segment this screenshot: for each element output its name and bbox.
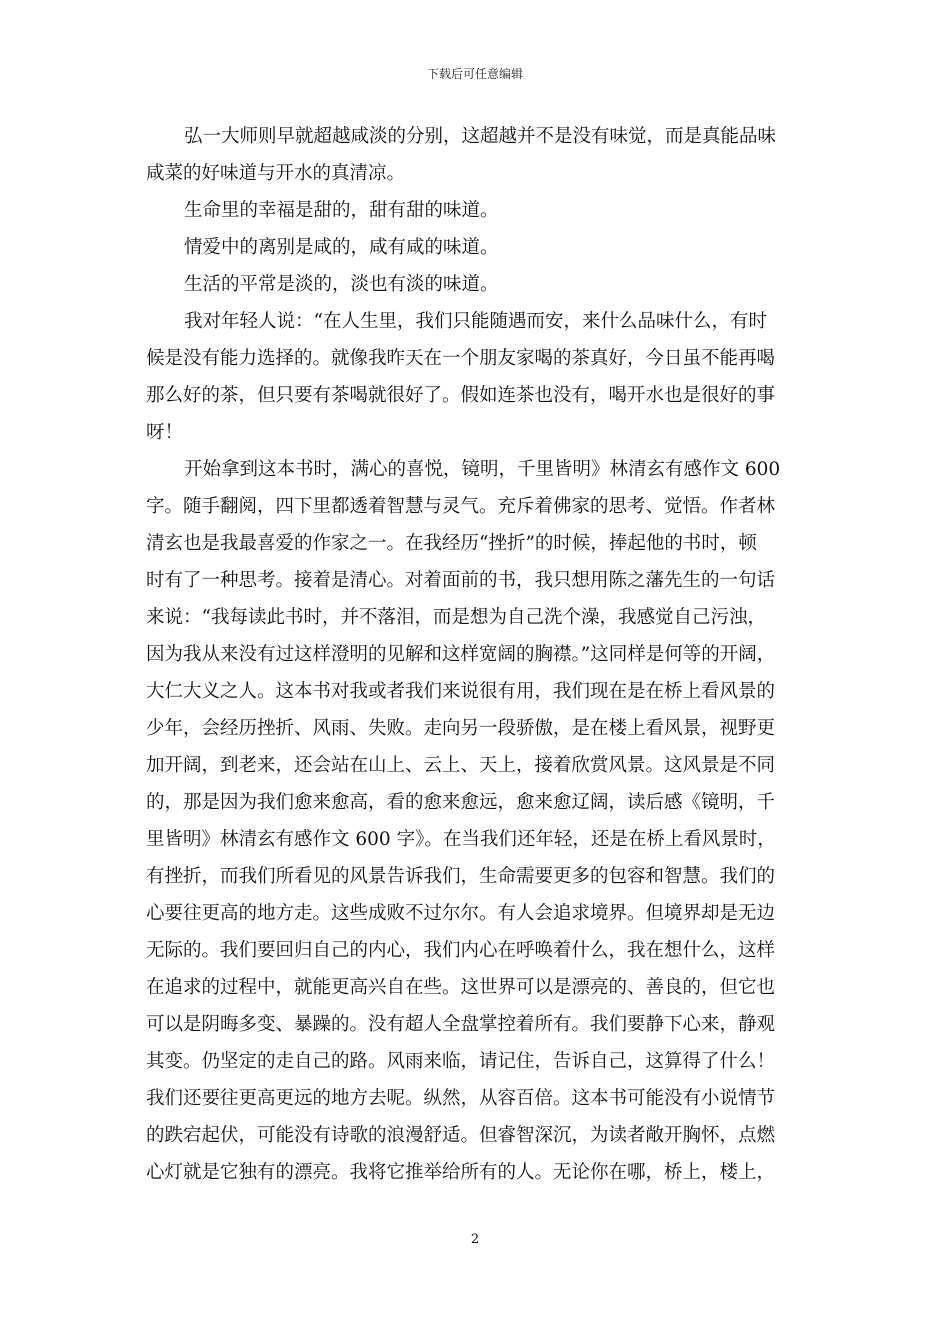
text-line: 心灯就是它独有的漂亮。我将它推举给所有的人。无论你在哪，桥上，楼上，: [146, 1162, 776, 1183]
text-line: 心要往更高的地方走。这些成败不过尔尔。有人会追求境界。但境界却是无边: [146, 903, 776, 924]
text-line: 其变。仍坚定的走自己的路。风雨来临，请记住，告诉自己，这算得了什么！: [146, 1051, 776, 1072]
text-line: 那么好的茶，但只要有茶喝就很好了。假如连茶也没有，喝开水也是很好的事: [146, 385, 776, 406]
text-line: 情爱中的离别是咸的，咸有咸的味道。: [184, 237, 499, 258]
text-line: 生活的平常是淡的，淡也有淡的味道。: [184, 274, 499, 295]
page-number: 2: [470, 1232, 480, 1247]
text-line: 无际的。我们要回归自己的内心，我们内心在呼唤着什么，我在想什么，这样: [146, 940, 776, 961]
text-line: 有挫折，而我们所看见的风景告诉我们，生命需要更多的包容和智慧。我们的: [146, 866, 776, 887]
text-line: 我对年轻人说：“在人生里，我们只能随遇而安，来什么品味什么，有时: [184, 311, 767, 332]
text-line: 可以是阴晦多变、暴躁的。没有超人全盘掌控着所有。我们要静下心来，静观: [146, 1014, 776, 1035]
text-line: 清玄也是我最喜爱的作家之一。在我经历“挫折”的时候，捧起他的书时，顿: [146, 533, 757, 554]
text-line: 来说：“我每读此书时，并不落泪，而是想为自己洗个澡，我感觉自己污浊，: [146, 607, 766, 628]
text-line: 弘一大师则早就超越咸淡的分别，这超越并不是没有味觉，而是真能品味: [184, 126, 777, 147]
text-line: 在追求的过程中，就能更高兴自在些。这世界可以是漂亮的、善良的，但它也: [146, 977, 776, 998]
text-line: 咸菜的好味道与开水的真清凉。: [146, 163, 406, 184]
text-line: 因为我从来没有过这样澄明的见解和这样宽阔的胸襟。”这同样是何等的开阔，: [146, 644, 776, 665]
text-line: 大仁大义之人。这本书对我或者我们来说很有用，我们现在是在桥上看风景的: [146, 681, 776, 702]
text-line: 呀！: [146, 422, 184, 443]
text-line: 加开阔，到老来，还会站在山上、云上、天上，接着欣赏风景。这风景是不同: [146, 755, 776, 776]
text-line: 字。随手翻阅，四下里都透着智慧与灵气。充斥着佛家的思考、觉悟。作者林: [146, 496, 776, 517]
text-line: 的，那是因为我们愈来愈高，看的愈来愈远，愈来愈辽阔，读后感《镜明，千: [146, 792, 776, 813]
text-line: 我们还要往更高更远的地方去呢。纵然，从容百倍。这本书可能没有小说情节: [146, 1088, 776, 1109]
text-line: 少年，会经历挫折、风雨、失败。走向另一段骄傲，是在楼上看风景，视野更: [146, 718, 776, 739]
text-line: 的跌宕起伏，可能没有诗歌的浪漫舒适。但睿智深沉，为读者敞开胸怀，点燃: [146, 1125, 776, 1146]
text-line: 时有了一种思考。接着是清心。对着面前的书，我只想用陈之藩先生的一句话: [146, 570, 776, 591]
page-header: 下载后可任意编辑: [426, 67, 523, 81]
text-line: 里皆明》林清玄有感作文 600 字》。在当我们还年轻，还是在桥上看风景时，: [146, 829, 776, 850]
text-line: 生命里的幸福是甜的，甜有甜的味道。: [184, 200, 499, 221]
document-body: [146, 118, 808, 1191]
text-line: 开始拿到这本书时，满心的喜悦，镜明，千里皆明》林清玄有感作文 600: [184, 459, 781, 480]
text-line: 候是没有能力选择的。就像我昨天在一个朋友家喝的茶真好，今日虽不能再喝: [146, 348, 776, 369]
